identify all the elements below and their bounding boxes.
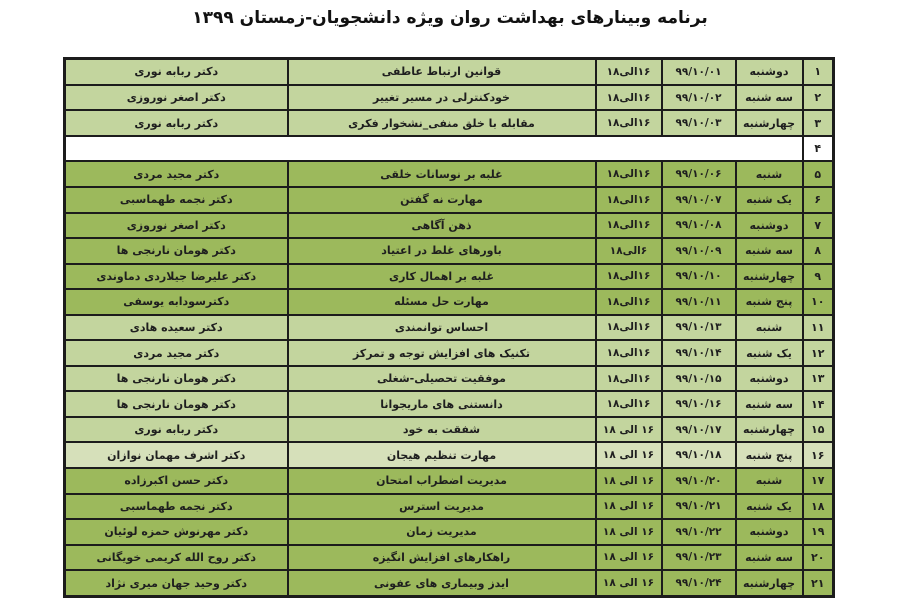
date-cell: ۹۹/۱۰/۰۸ (662, 213, 736, 239)
topic-cell: مهارت حل مسئله (288, 289, 596, 315)
day-cell: سه شنبه (736, 545, 803, 571)
presenter-cell: دکتر هومان نارنجی ها (65, 238, 288, 264)
row-number-cell: ۲ (803, 85, 834, 111)
time-cell: ۱۶الی۱۸ (596, 59, 662, 85)
topic-cell: قوانین ارتباط عاطفی (288, 59, 596, 85)
time-cell: ۱۶الی۱۸ (596, 315, 662, 341)
presenter-cell: دکتر علیرضا جیلاردی دماوندی (65, 264, 288, 290)
time-cell: ۱۶الی۱۸ (596, 161, 662, 187)
presenter-cell: دکتر ربابه نوری (65, 110, 288, 136)
topic-cell: موفقیت تحصیلی-شغلی (288, 366, 596, 392)
presenter-cell: دکتر مجید مردی (65, 161, 288, 187)
presenter-cell: دکتر وحید جهان میری نژاد (65, 570, 288, 596)
time-cell (596, 136, 662, 162)
time-cell: ۱۶ الی ۱۸ (596, 494, 662, 520)
date-cell: ۹۹/۱۰/۲۴ (662, 570, 736, 596)
schedule-row (65, 289, 834, 315)
presenter-cell: دکتر سعیده هادی (65, 315, 288, 341)
time-cell: ۱۶ الی ۱۸ (596, 570, 662, 596)
topic-cell: تکنیک های افزایش توجه و تمرکز (288, 340, 596, 366)
row-number-cell: ۱ (803, 59, 834, 85)
row-number-cell: ۶ (803, 187, 834, 213)
presenter-cell: دکترسودابه یوسفی (65, 289, 288, 315)
time-cell: ۱۶الی۱۸ (596, 289, 662, 315)
day-cell (736, 136, 803, 162)
schedule-row (65, 366, 834, 392)
date-cell: ۹۹/۱۰/۲۱ (662, 494, 736, 520)
schedule-row (65, 213, 834, 239)
topic-cell: مقابله با خلق منفی_نشخوار فکری (288, 110, 596, 136)
row-number-cell: ۱۴ (803, 391, 834, 417)
row-number-cell: ۱۶ (803, 442, 834, 468)
schedule-row (65, 417, 834, 443)
topic-cell: خودکنترلی در مسیر تغییر (288, 85, 596, 111)
day-cell: یک شنبه (736, 494, 803, 520)
day-cell: شنبه (736, 161, 803, 187)
presenter-cell: دکتر هومان نارنجی ها (65, 366, 288, 392)
presenter-cell: دکتر اصغر نوروزی (65, 213, 288, 239)
date-cell: ۹۹/۱۰/۰۲ (662, 85, 736, 111)
time-cell: ۶الی۱۸ (596, 238, 662, 264)
row-number-cell: ۷ (803, 213, 834, 239)
presenter-cell (65, 136, 288, 162)
date-cell (662, 136, 736, 162)
schedule-table-body (65, 59, 834, 597)
date-cell: ۹۹/۱۰/۱۰ (662, 264, 736, 290)
day-cell: دوشنبه (736, 519, 803, 545)
topic-cell (288, 136, 596, 162)
row-number-cell: ۹ (803, 264, 834, 290)
time-cell: ۱۶الی۱۸ (596, 340, 662, 366)
date-cell: ۹۹/۱۰/۱۶ (662, 391, 736, 417)
presenter-cell: دکتر روح الله کریمی خویگانی (65, 545, 288, 571)
presenter-cell: دکتر نجمه طهماسبی (65, 494, 288, 520)
topic-cell: مهارت تنظیم هیجان (288, 442, 596, 468)
date-cell: ۹۹/۱۰/۱۳ (662, 315, 736, 341)
day-cell: دوشنبه (736, 366, 803, 392)
row-number-cell: ۳ (803, 110, 834, 136)
row-number-cell: ۱۸ (803, 494, 834, 520)
day-cell: سه شنبه (736, 238, 803, 264)
time-cell: ۱۶ الی ۱۸ (596, 417, 662, 443)
day-cell: دوشنبه (736, 59, 803, 85)
time-cell: ۱۶الی۱۸ (596, 110, 662, 136)
date-cell: ۹۹/۱۰/۱۵ (662, 366, 736, 392)
date-cell: ۹۹/۱۰/۲۰ (662, 468, 736, 494)
presenter-cell: دکتر اشرف مهمان نوازان (65, 442, 288, 468)
row-number-cell: ۱۳ (803, 366, 834, 392)
row-number-cell: ۱۲ (803, 340, 834, 366)
topic-cell: دانستنی های ماریجوانا (288, 391, 596, 417)
time-cell: ۱۶ الی ۱۸ (596, 545, 662, 571)
day-cell: یک شنبه (736, 187, 803, 213)
topic-cell: مدیریت زمان (288, 519, 596, 545)
date-cell: ۹۹/۱۰/۲۳ (662, 545, 736, 571)
schedule-row (65, 59, 834, 85)
date-cell: ۹۹/۱۰/۰۹ (662, 238, 736, 264)
time-cell: ۱۶الی۱۸ (596, 366, 662, 392)
presenter-cell: دکتر مجید مردی (65, 340, 288, 366)
topic-cell: مدیریت استرس (288, 494, 596, 520)
time-cell: ۱۶الی۱۸ (596, 391, 662, 417)
day-cell: چهارشنبه (736, 110, 803, 136)
time-cell: ۱۶الی۱۸ (596, 187, 662, 213)
schedule-table (63, 57, 835, 598)
row-number-cell: ۸ (803, 238, 834, 264)
schedule-row (65, 136, 834, 162)
schedule-row (65, 315, 834, 341)
date-cell: ۹۹/۱۰/۱۱ (662, 289, 736, 315)
time-cell: ۱۶الی۱۸ (596, 85, 662, 111)
presenter-cell: دکتر اصغر نوروزی (65, 85, 288, 111)
schedule-row (65, 468, 834, 494)
time-cell: ۱۶ الی ۱۸ (596, 468, 662, 494)
schedule-table-container (63, 57, 835, 598)
row-number-cell: ۵ (803, 161, 834, 187)
day-cell: چهارشنبه (736, 264, 803, 290)
time-cell: ۱۶ الی ۱۸ (596, 519, 662, 545)
date-cell: ۹۹/۱۰/۱۴ (662, 340, 736, 366)
date-cell: ۹۹/۱۰/۰۷ (662, 187, 736, 213)
day-cell: پنج شنبه (736, 442, 803, 468)
row-number-cell: ۲۰ (803, 545, 834, 571)
schedule-row (65, 340, 834, 366)
date-cell: ۹۹/۱۰/۰۱ (662, 59, 736, 85)
schedule-row (65, 187, 834, 213)
presenter-cell: دکتر حسن اکبرزاده (65, 468, 288, 494)
day-cell: شنبه (736, 315, 803, 341)
day-cell: سه شنبه (736, 85, 803, 111)
row-number-cell: ۴ (803, 136, 834, 162)
schedule-row (65, 110, 834, 136)
date-cell: ۹۹/۱۰/۲۲ (662, 519, 736, 545)
topic-cell: غلبه بر اهمال کاری (288, 264, 596, 290)
day-cell: پنج شنبه (736, 289, 803, 315)
row-number-cell: ۱۷ (803, 468, 834, 494)
schedule-row (65, 264, 834, 290)
schedule-row (65, 161, 834, 187)
topic-cell: باورهای غلط در اعتیاد (288, 238, 596, 264)
presenter-cell: دکتر ربابه نوری (65, 417, 288, 443)
topic-cell: مدیریت اضطراب امتحان (288, 468, 596, 494)
date-cell: ۹۹/۱۰/۱۸ (662, 442, 736, 468)
topic-cell: احساس توانمندی (288, 315, 596, 341)
topic-cell: ذهن آگاهی (288, 213, 596, 239)
day-cell: یک شنبه (736, 340, 803, 366)
day-cell: چهارشنبه (736, 570, 803, 596)
page-title: برنامه وبینارهای بهداشت روان ویژه دانشجویان-زمستان ۱۳۹۹ (192, 8, 708, 28)
row-number-cell: ۱۹ (803, 519, 834, 545)
time-cell: ۱۶ الی ۱۸ (596, 442, 662, 468)
time-cell: ۱۶الی۱۸ (596, 213, 662, 239)
row-number-cell: ۱۵ (803, 417, 834, 443)
schedule-row (65, 85, 834, 111)
presenter-cell: دکتر هومان نارنجی ها (65, 391, 288, 417)
day-cell: سه شنبه (736, 391, 803, 417)
presenter-cell: دکتر ربابه نوری (65, 59, 288, 85)
date-cell: ۹۹/۱۰/۰۶ (662, 161, 736, 187)
date-cell: ۹۹/۱۰/۰۳ (662, 110, 736, 136)
schedule-row (65, 519, 834, 545)
topic-cell: شفقت به خود (288, 417, 596, 443)
presenter-cell: دکتر نجمه طهماسبی (65, 187, 288, 213)
schedule-row (65, 545, 834, 571)
topic-cell: مهارت نه گفتن (288, 187, 596, 213)
topic-cell: ایدز وبیماری های عفونی (288, 570, 596, 596)
day-cell: چهارشنبه (736, 417, 803, 443)
presenter-cell: دکتر مهرنوش حمزه لوئیان (65, 519, 288, 545)
topic-cell: غلبه بر نوسانات خلقی (288, 161, 596, 187)
time-cell: ۱۶الی۱۸ (596, 264, 662, 290)
schedule-row (65, 442, 834, 468)
schedule-row (65, 238, 834, 264)
topic-cell: راهکارهای افزایش انگیزه (288, 545, 596, 571)
day-cell: دوشنبه (736, 213, 803, 239)
date-cell: ۹۹/۱۰/۱۷ (662, 417, 736, 443)
schedule-row (65, 391, 834, 417)
row-number-cell: ۱۱ (803, 315, 834, 341)
row-number-cell: ۲۱ (803, 570, 834, 596)
row-number-cell: ۱۰ (803, 289, 834, 315)
day-cell: شنبه (736, 468, 803, 494)
schedule-row (65, 494, 834, 520)
schedule-row (65, 570, 834, 596)
